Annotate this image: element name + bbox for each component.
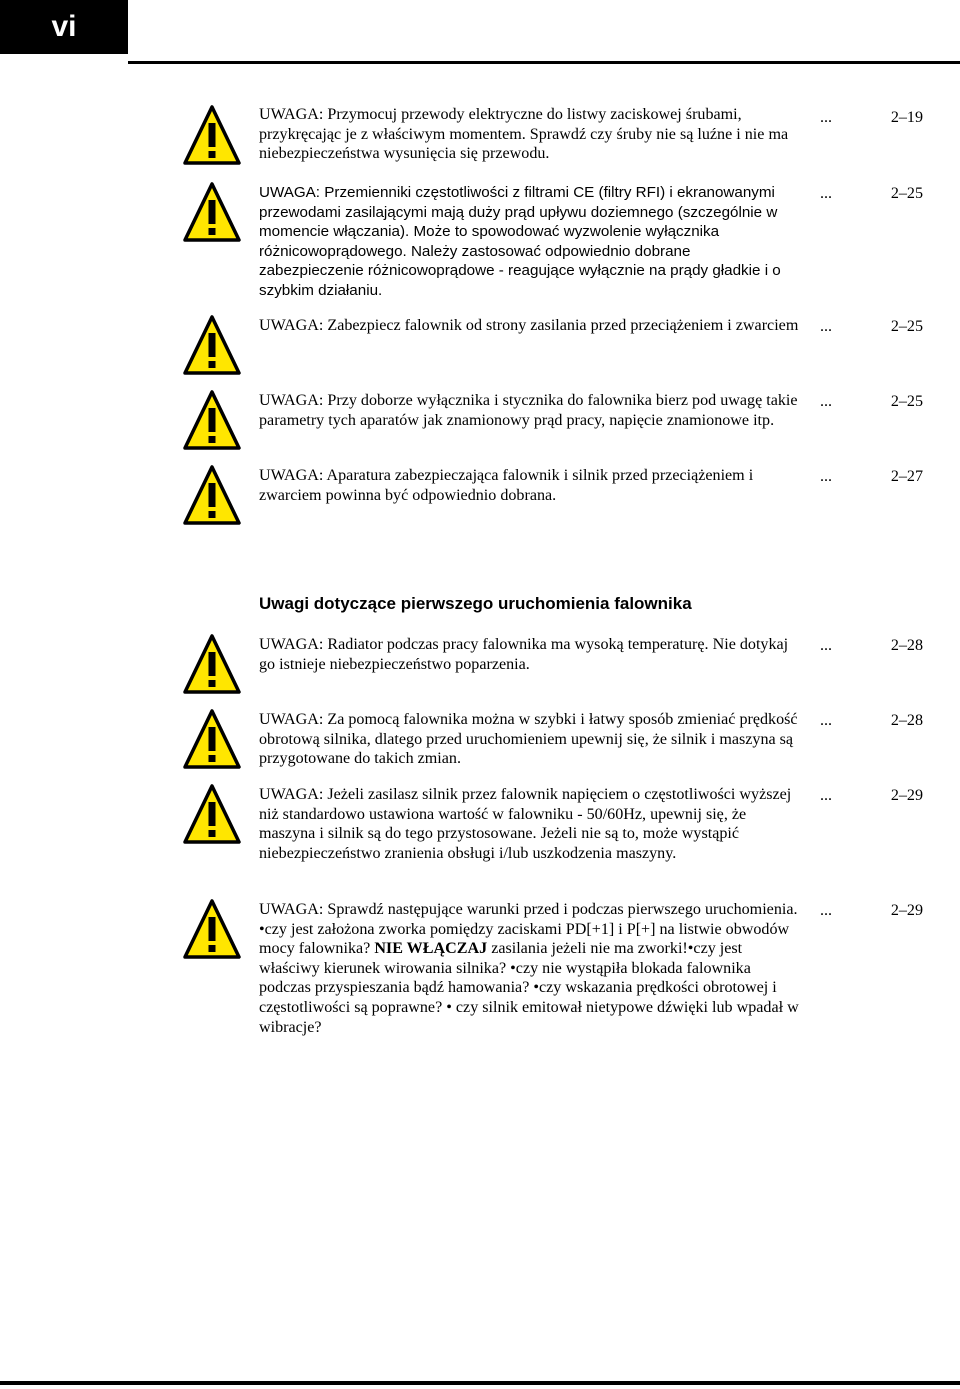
warning-triangle-icon <box>183 464 241 526</box>
reference-number: 2–28 <box>890 637 923 654</box>
reference-number: 2–25 <box>890 185 923 202</box>
page-number-tab <box>0 0 128 54</box>
reference-number: 2–29 <box>890 902 923 919</box>
reference-number: 2–25 <box>890 393 923 410</box>
warning-text <box>259 900 799 1037</box>
warning-text: UWAGA: Aparatura zabezpieczająca falownik i silnik przed przeciążeniem i zwarciem powinna być odpowiednio dobrana. <box>259 467 754 504</box>
section-title: Uwagi dotyczące pierwszego uruchomienia falownika <box>259 594 692 613</box>
leader-dots: ... <box>820 468 833 485</box>
leader-dots: ... <box>820 393 833 410</box>
leader-dots: ... <box>820 712 833 729</box>
warning-triangle-icon <box>183 389 241 451</box>
warning-triangle-icon <box>183 314 241 376</box>
warning-triangle-icon <box>183 633 241 695</box>
page-reference <box>820 317 923 337</box>
warning-text-before: UWAGA: Sprawdź następujące warunki przed i podczas pierwszego uruchomienia. •czy jest założona zworka pomiędzy zaciskami PD[+1] i P[+] na listwie obwodów mocy falownika? <box>259 901 798 958</box>
leader-dots: ... <box>820 109 833 126</box>
warning-triangle-icon <box>183 104 241 166</box>
reference-number: 2–27 <box>890 468 923 485</box>
warning-emphasis: NIE WŁĄCZAJ <box>374 940 488 958</box>
leader-dots: ... <box>820 787 833 804</box>
warning-text <box>259 183 799 301</box>
warning-text: UWAGA: Za pomocą falownika można w szybki i łatwy sposób zmieniać prędkość obrotową silnika, dlatego przed uruchomieniem upewnij się, że silnik i maszyna są przygotowane do takich zmian. <box>259 711 798 768</box>
page-reference <box>820 636 923 656</box>
warning-text: UWAGA: Przy doborze wyłącznika i stycznika do falownika bierz pod uwagę takie parametry tych aparatów jak znamionowy prąd pracy, napięcie znamionowe itp. <box>259 392 798 429</box>
page-number: vi <box>51 10 77 43</box>
reference-number: 2–25 <box>890 318 923 335</box>
page-reference <box>820 108 923 128</box>
warning-text: UWAGA: Jeżeli zasilasz silnik przez falownik napięciem o częstotliwości wyższej niż standardowo ustawiona wartość w falowniku - 50/60Hz, upewnij się, że maszyna i silnik są do tego przystosowane. Jeżeli nie są to, może wystąpić niebezpieczeństwo zranienia obsługi i/lub uszkodzenia maszyny. <box>259 786 792 862</box>
leader-dots: ... <box>820 318 833 335</box>
warning-text-after: zasilania jeżeli nie ma zworki!•czy jest właściwy kierunek wirowania silnika? •czy nie wystąpiła blokada falownika podczas przyspieszania bądź hamowania? •czy wskazania prędkości obrotowej i częstotliwości są poprawne? • czy silnik emitował nietypowe dźwięki lub wpadał w wibracje? <box>259 940 799 1036</box>
warning-triangle-icon <box>183 181 241 243</box>
warning-triangle-icon <box>183 708 241 770</box>
header-rule <box>128 61 960 64</box>
page-reference <box>820 184 923 204</box>
warning-text: UWAGA: Przymocuj przewody elektryczne do listwy zaciskowej śrubami, przykręcając je z właściwym momentem. Sprawdź czy śruby nie są luźne i nie ma niebezpieczeństwa wysunięcia się przewodu. <box>259 106 789 163</box>
reference-number: 2–29 <box>890 787 923 804</box>
warning-text-extra: Może to spowodować wyzwolenie wyłącznika różnicowoprądowego. Należy zastosować odpowiednio dobrane zabezpieczenie różnicowoprądowe - reagujące wyłącznie na prądy gładkie i o szybkim działaniu. <box>259 223 781 299</box>
warning-triangle-icon <box>183 898 241 960</box>
page-reference <box>820 711 923 731</box>
warning-triangle-icon <box>183 783 241 845</box>
page-reference <box>820 467 923 487</box>
leader-dots: ... <box>820 637 833 654</box>
leader-dots: ... <box>820 185 833 202</box>
footer-rule <box>0 1381 960 1385</box>
reference-number: 2–19 <box>890 109 923 126</box>
page-reference <box>820 901 923 921</box>
warning-text: UWAGA: Zabezpiecz falownik od strony zasilania przed przeciążeniem i zwarciem <box>259 317 799 334</box>
leader-dots: ... <box>820 902 833 919</box>
page-reference <box>820 392 923 412</box>
warning-text: UWAGA: Radiator podczas pracy falownika ma wysoką temperaturę. Nie dotykaj go istnieje niebezpieczeństwo poparzenia. <box>259 636 789 673</box>
reference-number: 2–28 <box>890 712 923 729</box>
warning-text-main: UWAGA: Przemienniki częstotliwości z filtrami CE (filtry RFI) i ekranowanymi przewodami zasilającymi mają duży prąd upływu doziemnego (szczególnie w momencie włączania). <box>259 184 778 241</box>
page-reference <box>820 786 923 806</box>
